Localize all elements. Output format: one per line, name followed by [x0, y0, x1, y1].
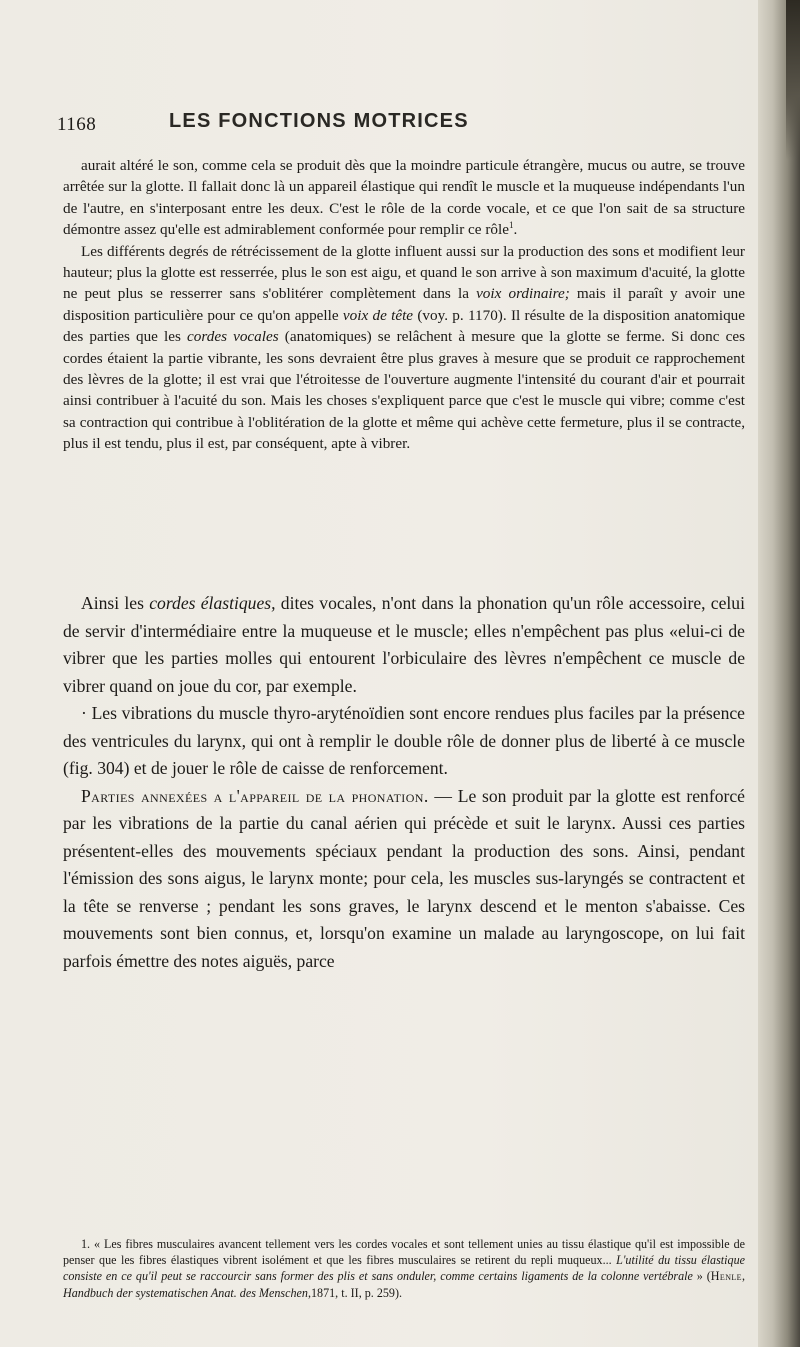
paragraph-2-text-b: mais il paraît y avoir une disposition particulière pour ce qu'on appelle	[63, 285, 745, 324]
paragraph-2	[63, 241, 745, 455]
footnote-text-b: » (	[692, 1269, 711, 1284]
paragraph-5	[63, 783, 745, 976]
term-cordes-elastiques: cordes élastiques,	[149, 593, 276, 613]
footnote-text-c: ,	[741, 1269, 745, 1284]
paragraph-3-text-b: dites vocales, n'ont dans la phonation qu'un rôle accessoire, celui de servir d'intermédiaire entre la muqueuse et le muscle; elles n'empêchent pas plus «elui-ci de vibrer que les parties molles qui entourent l'orbiculaire des lèvres n'empêchent ce muscle de vibrer quand on joue du cor, par exemple.	[63, 593, 745, 696]
paragraph-5-text: — Le son produit par la glotte est renforcé par les vibrations de la partie du canal aérien qui précède et suit le larynx. Aussi ces parties présentent-elles des mouvements spéciaux pendant la production des sons. Ainsi, pendant l'émission des sons aigus, le larynx monte; pour cela, les muscles sus-laryngés se contractent et la tête se renverse ; pendant les sons graves, le larynx descend et le menton s'abaisse. Ces mouvements sont bien connus, et, lorsqu'on examine un malade au laryngoscope, on lui fait parfois émettre des notes aiguës, parce	[63, 785, 745, 971]
footnote-section	[63, 1236, 745, 1301]
running-title: LES FONCTIONS MOTRICES	[169, 110, 469, 132]
paragraph-3-text-a: Ainsi les	[81, 593, 150, 613]
main-text-section	[63, 590, 745, 975]
paragraph-4: · Les vibrations du muscle thyro-aryténoïdien sont encore rendues plus faciles par la présence des ventricules du larynx, qui ont à remplir le double rôle de donner plus de liberté à ce muscle (fig. 304) et de jouer le rôle de caisse de renforcement.	[63, 703, 745, 778]
paragraph-1-end: .	[513, 221, 518, 239]
binding-shadow	[786, 0, 800, 160]
paragraph-2-text-a: Les différents degrés de rétrécissement de la glotte influent aussi sur la production des sons et modifient leur hauteur; plus la glotte est resserrée, plus le son est aigu, et quand le son arrive à son maximum d'acuité, la glotte ne peut plus se resserrer sans s'oblitérer complètement dans la	[63, 242, 745, 303]
term-cordes-vocales: cordes vocales	[187, 328, 279, 346]
paragraph-1-text: aurait altéré le son, comme cela se produit dès que la moindre particule étrangère, mucus ou autre, se trouve arrêtée sur la glotte. Il fallait donc là un appareil élastique qui rendît le muscle et la muqueuse indépendants l'un de l'autre, en s'interposant entre les deux. C'est le rôle de la corde vocale, et ce que l'on sait de sa structure démontre assez qu'elle est admirablement conformée pour remplir ce rôle	[63, 157, 745, 239]
footnote-book-title: Handbuch der systematischen Anat. des Menschen	[63, 1285, 308, 1300]
small-print-section	[63, 155, 745, 455]
paragraph-2-text-c: (voy. p. 1170). Il résulte de la disposition anatomique des parties que les	[63, 306, 745, 346]
footnote-1	[63, 1236, 745, 1301]
section-heading: Parties annexées a l'appareil de la phonation.	[81, 785, 429, 806]
paragraph-2-text-d: (anatomiques) se relâchent à mesure que la glotte se ferme. Si donc ces cordes étaient la partie vibrante, les sons devraient être plus graves à mesure que se produit ce rapprochement des lèvres de la glotte; il est vrai que l'étroitesse de l'ouverture augmente l'intensité du courant d'air et pourrait ainsi contribuer à l'acuité du son. Mais les choses s'expliquent parce que c'est le muscle qui vibre; comme c'est sa contraction qui contribue à l'oblitération de la glotte et même qui achève cette fermeture, plus il se contracte, plus il est tendu, plus il est, par conséquent, apte à vibrer.	[63, 328, 746, 453]
binding-edge	[758, 0, 800, 1347]
paragraph-3	[63, 590, 745, 700]
footnote-text-a: 1. « Les fibres musculaires avancent tellement vers les cordes vocales et sont tellement unies au tissu élastique qu'il est impossible de penser que les fibres élastiques vibrent isolément et que les fibres musculaires se retirent du repli muqueux...	[63, 1237, 745, 1268]
footnote-ref[interactable]: 1	[508, 220, 514, 231]
paragraph-1	[63, 155, 745, 241]
page-header	[57, 110, 757, 140]
term-voix-ordinaire: voix ordinaire;	[476, 285, 570, 303]
footnote-quote: L'utilité du tissu élastique consiste en ce qu'il peut se raccourcir sans former des plis et sans onduler, comme certains ligaments de la colonne vertébrale	[63, 1253, 745, 1284]
footnote-author: Henle	[710, 1269, 742, 1284]
term-voix-de-tete: voix de tête	[342, 306, 414, 324]
footnote-text-d: ,1871, t. II, p. 259).	[307, 1285, 403, 1300]
page-number: 1168	[57, 114, 97, 135]
